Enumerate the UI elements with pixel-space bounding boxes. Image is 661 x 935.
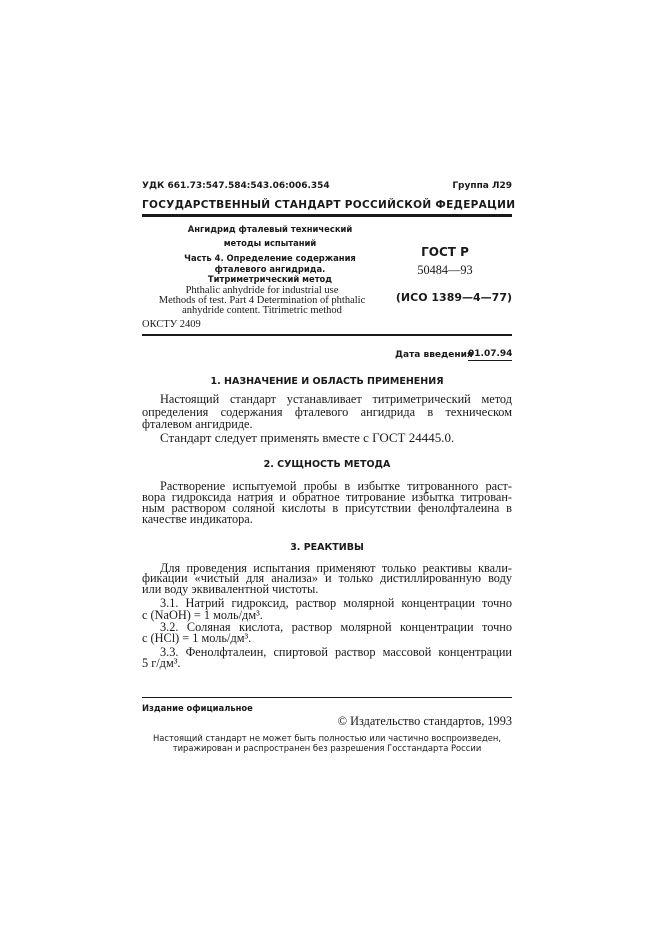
footer-rule <box>142 697 512 698</box>
section-2-line: качестве индикатора. <box>142 512 253 526</box>
gost-number: 50484—93 <box>417 263 473 277</box>
reproduction-notice-2: тиражирован и распространен без разрешения Госстандарта России <box>172 743 482 753</box>
effective-date-label: Дата введения <box>395 350 473 360</box>
section-1-line: фталевом ангидриде. <box>142 417 253 431</box>
section-3-line: 3.2. Соляная кислота, раствор молярной концентрации точно <box>160 620 512 634</box>
doc-title-ru-1: Ангидрид фталевый технический <box>187 224 353 234</box>
reproduction-notice-1: Настоящий стандарт не может быть полностью или частично воспроизведен, <box>152 733 502 743</box>
standard-header-title: ГОСУДАРСТВЕННЫЙ СТАНДАРТ РОССИЙСКОЙ ФЕДЕРАЦИИ <box>142 199 516 211</box>
section-2-line: вора гидроксида натрия и обратное титрование избытка титрован- <box>142 490 512 504</box>
section-2-line: ным раствором соляной кислоты в присутствии фенолфталеина в <box>142 501 512 515</box>
doc-title-en-1: Phthalic anhydride for industrial use <box>185 285 339 296</box>
gost-label: ГОСТ Р <box>421 245 469 259</box>
section-1-line: определения содержания фталевого ангидрида в техническом <box>142 405 512 419</box>
official-edition-label: Издание официальное <box>142 703 253 713</box>
iso-reference: (ИСО 1389—4—77) <box>395 291 512 304</box>
header-rule <box>142 214 512 217</box>
section-3-line: Для проведения испытания применяют только реактивы квали- <box>160 561 512 575</box>
section-2-line: Растворение испытуемой пробы в избытке титрованного раст- <box>160 479 512 493</box>
title-block-rule <box>142 334 512 336</box>
okstu-code: ОКСТУ 2409 <box>142 319 201 330</box>
section-1-line: Стандарт следует применять вместе с ГОСТ 24445.0. <box>160 430 455 445</box>
doc-title-ru-5: Титриметрический метод <box>207 274 333 284</box>
section-3-line: фикации «чистый для анализа» и только дистиллированную воду <box>142 571 512 585</box>
section-3-line: 3.3. Фенолфталеин, спиртовой раствор массовой концентрации <box>160 645 512 659</box>
copyright-line: © Издательство стандартов, 1993 <box>337 714 512 728</box>
section-1-heading: 1. НАЗНАЧЕНИЕ И ОБЛАСТЬ ПРИМЕНЕНИЯ <box>210 376 444 387</box>
section-1-line: Настоящий стандарт устанавливает титриметрический метод <box>160 392 512 406</box>
section-3-line: c (NaOH) = 1 моль/дм³. <box>142 608 263 622</box>
doc-title-ru-4: фталевого ангидрида. <box>214 264 326 274</box>
section-2-heading: 2. СУЩНОСТЬ МЕТОДА <box>263 459 391 470</box>
doc-title-en-2: Methods of test. Part 4 Determination of phthalic <box>158 295 366 306</box>
section-3-heading: 3. РЕАКТИВЫ <box>290 542 364 553</box>
udk-code: УДК 661.73:547.584:543.06:006.354 <box>142 181 330 191</box>
doc-title-ru-2: методы испытаний <box>223 238 317 248</box>
group-code: Группа Л29 <box>452 181 512 191</box>
section-3-line: или воду эквивалентной чистоты. <box>142 582 319 596</box>
section-3-line: 3.1. Натрий гидроксид, раствор молярной концентрации точно <box>160 596 512 610</box>
section-3-line: 5 г/дм³. <box>142 656 181 670</box>
section-3-line: c (HCl) = 1 моль/дм³. <box>142 631 252 645</box>
effective-date-value: 01.07.94 <box>468 349 513 359</box>
doc-title-en-3: anhydride content. Titrimetric method <box>182 305 342 316</box>
doc-title-ru-3: Часть 4. Определение содержания <box>184 253 356 263</box>
